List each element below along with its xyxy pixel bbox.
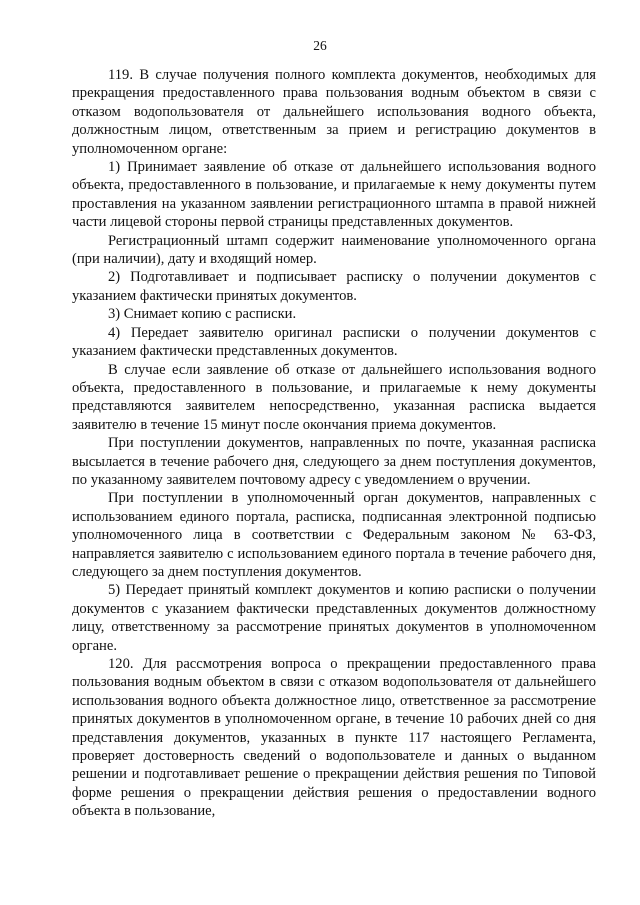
paragraph-postal-submission: При поступлении документов, направленных по почте, указанная расписка высылается в течение рабочего дня, следующего за днем поступления документов, по указанному заявителем почтовому адресу с уведомлением о вручении. (72, 435, 596, 488)
paragraph-stamp-contents: Регистрационный штамп содержит наименование уполномоченного органа (при наличии), дату и входящий номер. (72, 232, 596, 268)
paragraph-item-5: 5) Передает принятый комплект документов и копию расписки о получении документов с указанием фактически представленных документов должностному лицу, ответственному за рассмотрение принятых документов в уполномоченном органе. (72, 582, 596, 654)
paragraph-item-3: 3) Снимает копию с расписки. (108, 306, 297, 323)
document-body (72, 66, 596, 821)
paragraph-item-4: 4) Передает заявителю оригинал расписки о получении документов с указанием фактически представленных документов. (72, 324, 596, 360)
paragraph-119-intro: 119. В случае получения полного комплекта документов, необходимых для прекращения предоставленного права пользования водным объектом в связи с отказом водопользователя от дальнейшего использования водного объекта, должностным лицом, ответственным за прием и регистрацию документов в уполномоченном органе: (72, 67, 596, 157)
paragraph-portal-submission: При поступлении в уполномоченный орган документов, направленных с использованием единого портала, расписка, подписанная электронной подписью уполномоченного лица в соответствии с Федеральным законом № 63-ФЗ, направляется заявителю с использованием единого портала в течение рабочего дня, следующего за днем поступления документов. (72, 490, 596, 580)
paragraph-item-1: 1) Принимает заявление об отказе от дальнейшего использования водного объекта, предоставленного в пользование, и прилагаемые к нему документы путем проставления на указанном заявлении регистрационного штампа в правой нижней части лицевой стороны первой страницы представленных документов. (72, 159, 596, 231)
paragraph-direct-submission: В случае если заявление об отказе от дальнейшего использования водного объекта, предоставленного в пользование, и прилагаемые к нему документы представляются заявителем непосредственно, указанная расписка выдается заявителю в течение 15 минут после окончания приема документов. (72, 361, 596, 433)
paragraph-120: 120. Для рассмотрения вопроса о прекращении предоставленного права пользования водным объектом в связи с отказом водопользователя от дальнейшего использования водного объекта должностное лицо, ответственное за рассмотрение принятых документов в уполномоченном органе, в течение 10 рабочих дней со дня представления документов, указанных в пункте 117 настоящего Регламента, проверяет достоверность сведений о водопользователе и данных о выданном решении и подготавливает решение о прекращении действия решения по Типовой форме решения о прекращении действия решения о предоставлении водного объекта в пользование, (72, 656, 596, 820)
page-number: 26 (313, 38, 327, 53)
paragraph-item-2: 2) Подготавливает и подписывает расписку о получении документов с указанием фактически принятых документов. (72, 269, 596, 304)
